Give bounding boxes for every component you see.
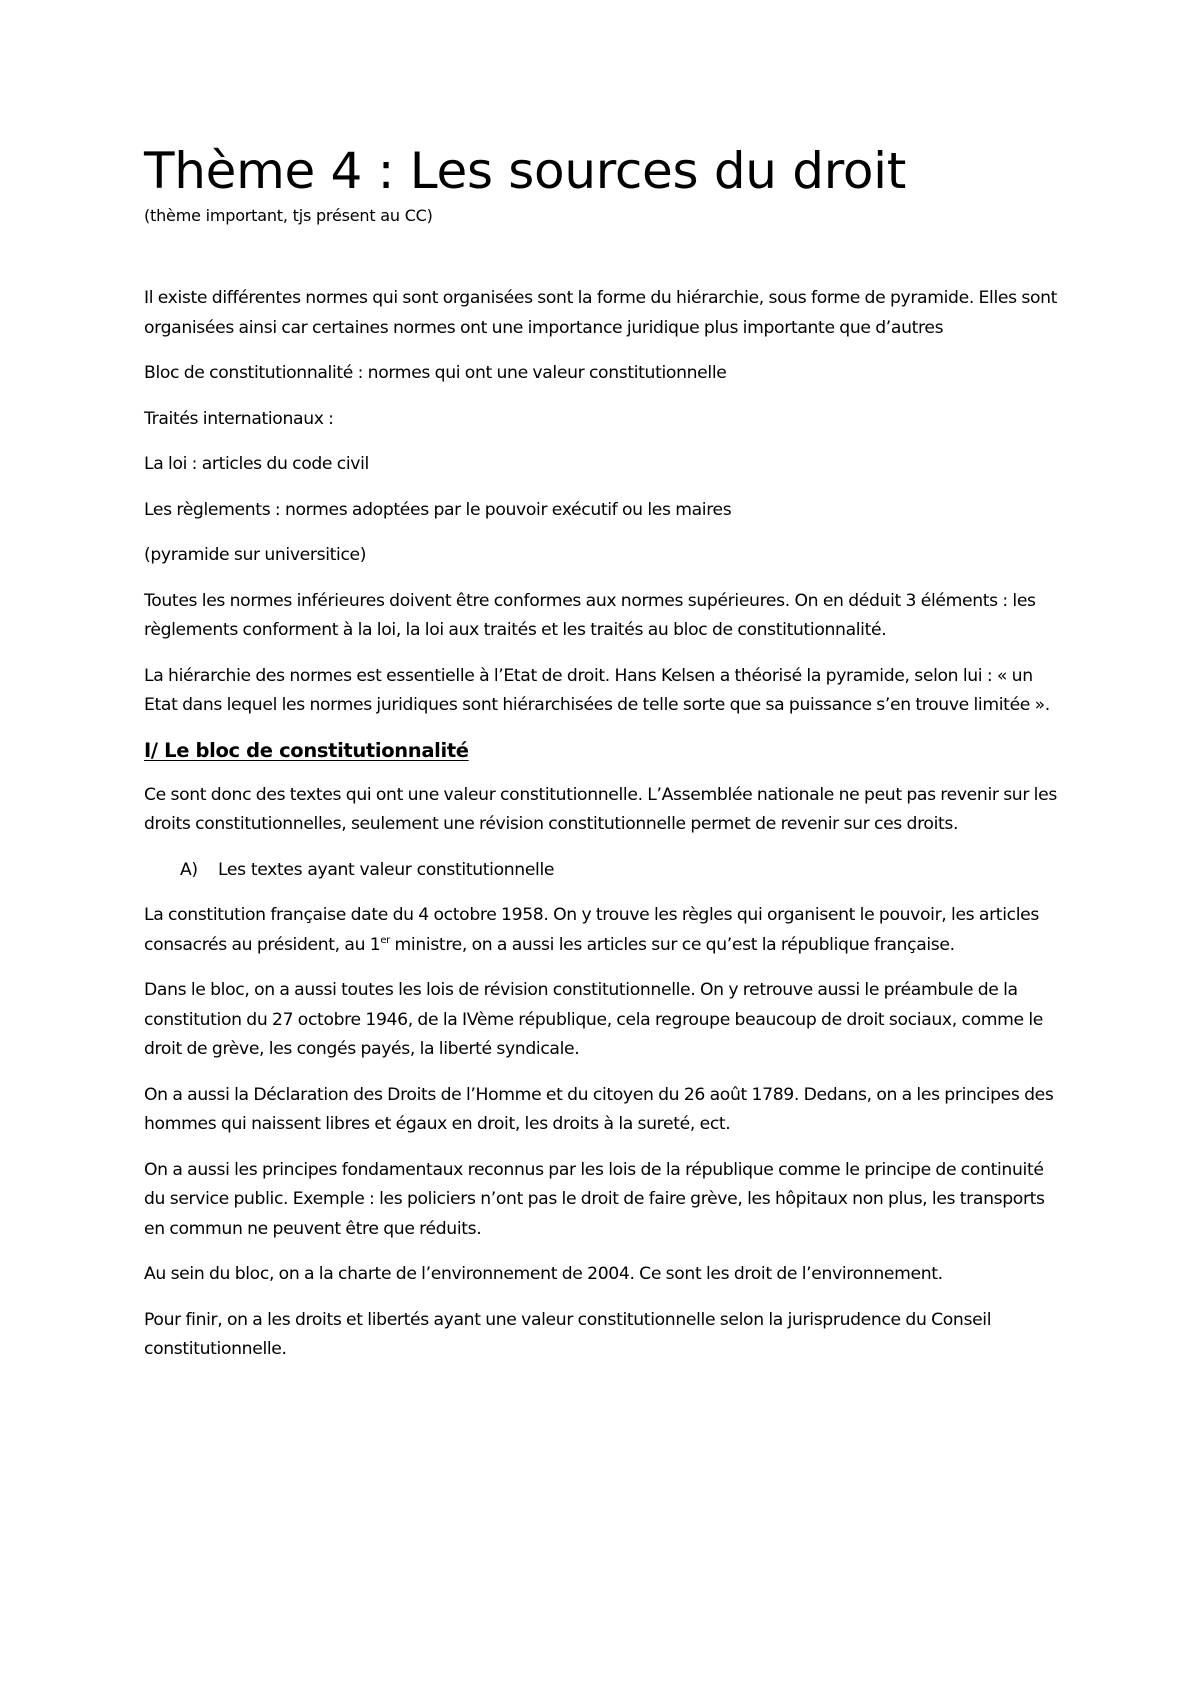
final-paragraph: Pour finir, on a les droits et libertés ayant une valeur constitutionnelle selon la jurisprudence du Conseil constitutionnelle. (144, 1309, 992, 1359)
page-title: Thème 4 : Les sources du droit (144, 142, 907, 200)
principles-paragraph: On a aussi les principes fondamentaux reconnus par les lois de la république comme le principe de continuité du service public. Exemple : les policiers n’ont pas le droit de faire grève, les hôpitaux non plus, les transports en commun ne peuvent être que réduits. (144, 1159, 1045, 1239)
constitution-text-end: ministre, on a aussi les articles sur ce qu’est la république française. (389, 934, 955, 955)
section-intro-paragraph: Ce sont donc des textes qui ont une valeur constitutionnelle. L’Assemblée nationale ne peut pas revenir sur les droits constitutionnelles, seulement une révision constitutionnelle permet de revenir sur ces droits. (144, 784, 1057, 834)
revision-paragraph: Dans le bloc, on a aussi toutes les lois de révision constitutionnelle. On y retrouve aussi le préambule de la constitution du 27 octobre 1946, de la IVème république, cela regroupe beaucoup de droit sociaux, comme le droit de grève, les congés payés, la liberté syndicale. (144, 980, 1044, 1059)
charter-paragraph: Au sein du bloc, on a la charte de l’environnement de 2004. Ce sont les droit de l’environnement. (144, 1264, 943, 1284)
subsection-marker: A) (180, 859, 198, 880)
intro-paragraph: Il existe différentes normes qui sont organisées sont la forme du hiérarchie, sous forme de pyramide. Elles sont organisées ainsi car certaines normes ont une importance juridique plus importante que d’autres (144, 288, 1058, 338)
kelsen-paragraph: La hiérarchie des normes est essentielle à l’Etat de droit. Hans Kelsen a théorisé la pyramide, selon lui : « un Etat dans lequel les normes juridiques sont hiérarchisées de telle sorte que sa puissance s’en trouve limitée ». (144, 665, 1050, 715)
list-line-traites: Traités internationaux : (144, 408, 334, 429)
list-line-pyramide: (pyramide sur universitice) (144, 545, 367, 565)
ddhc-paragraph: On a aussi la Déclaration des Droits de l’Homme et du citoyen du 26 août 1789. Dedans, on a les principes des hommes qui naissent libres et égaux en droit, les droits à la sureté, ect. (144, 1084, 1054, 1134)
subsection-title: Les textes ayant valeur constitutionnelle (218, 859, 555, 880)
conformity-paragraph: Toutes les normes inférieures doivent être conformes aux normes supérieures. On en déduit 3 éléments : les règlements conforment à la loi, la loi aux traités et les traités au bloc de constitutionnalité. (144, 590, 1036, 640)
constitution-text-start: La constitution française date du 4 octobre 1958. On y trouve les règles qui organisent le pouvoir, les articles consacrés au président, au 1 (144, 905, 1039, 955)
ordinal-superscript: er (380, 934, 390, 946)
constitution-paragraph (144, 901, 1060, 960)
section-heading: I/ Le bloc de constitutionnalité (144, 738, 469, 762)
subsection-heading (144, 856, 1060, 886)
list-line-loi: La loi : articles du code civil (144, 454, 369, 474)
page-subtitle: (thème important, tjs présent au CC) (144, 206, 433, 225)
list-line-bloc: Bloc de constitutionnalité : normes qui ont une valeur constitutionnelle (144, 363, 727, 383)
list-line-reglements: Les règlements : normes adoptées par le pouvoir exécutif ou les maires (144, 499, 732, 520)
